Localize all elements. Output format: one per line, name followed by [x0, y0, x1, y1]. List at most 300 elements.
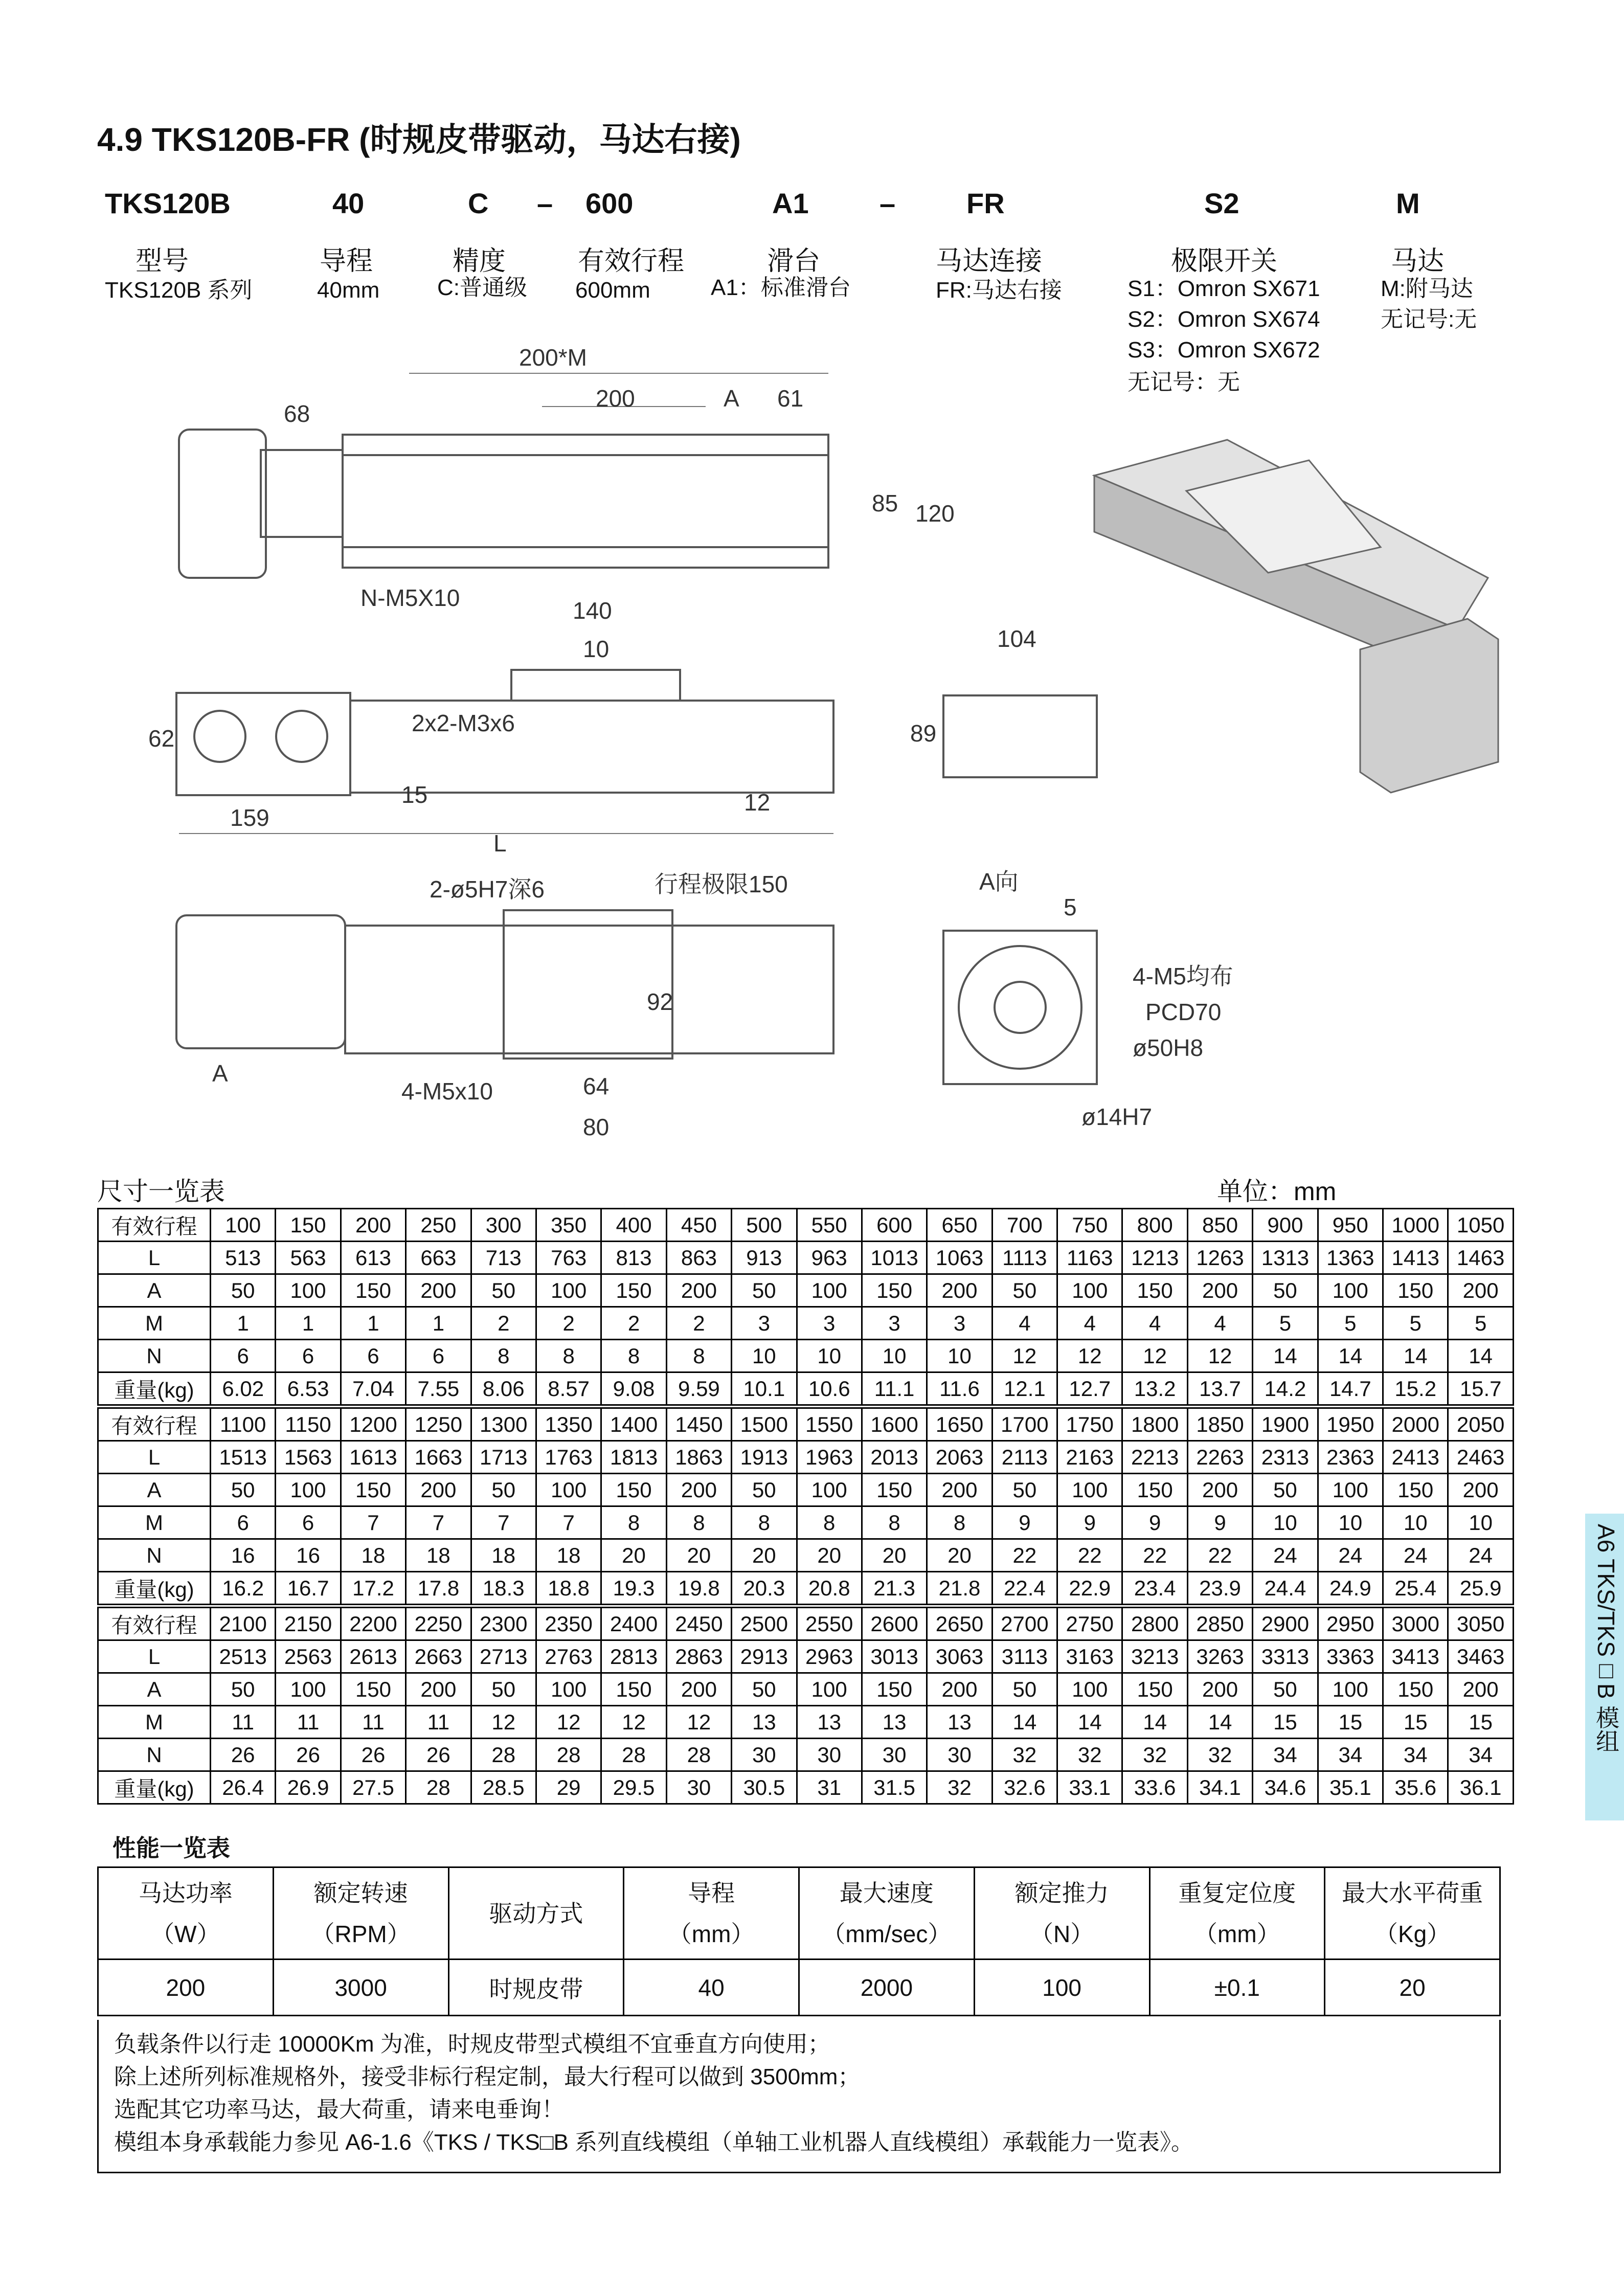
dim-15: 15 [401, 781, 428, 808]
table-cell: 2100 [211, 1608, 276, 1640]
dim-phi50: ø50H8 [1133, 1034, 1204, 1061]
caption-limit: 极限开关 [1171, 246, 1278, 277]
table-cell: 21.8 [927, 1572, 992, 1605]
table-row [98, 1506, 1514, 1539]
table-cell: 8 [536, 1340, 601, 1372]
table-row [98, 1640, 1514, 1673]
perf-value: 20 [1325, 1960, 1500, 2016]
perf-header-rpm: 额定转速 （RPM） [273, 1867, 448, 1960]
table-cell: 8 [666, 1340, 731, 1372]
table-cell: 18.3 [471, 1572, 536, 1605]
table-cell: 9 [1122, 1506, 1187, 1539]
table-cell: 1400 [601, 1408, 666, 1441]
perf-value: 40 [624, 1960, 799, 2016]
table-cell: 15 [1318, 1706, 1383, 1739]
table-cell: 31.5 [862, 1771, 927, 1804]
table-cell: 50 [1253, 1673, 1318, 1706]
table-cell: 2150 [276, 1608, 341, 1640]
dim-62: 62 [148, 725, 175, 752]
table-row [98, 1706, 1514, 1739]
table-cell: 13 [927, 1706, 992, 1739]
table-cell: 2950 [1318, 1608, 1383, 1640]
table-cell: 12 [536, 1706, 601, 1739]
table-cell: 50 [211, 1274, 276, 1307]
table-cell: 19.8 [666, 1572, 731, 1605]
table-row [98, 1539, 1514, 1572]
table-cell: 9.59 [666, 1372, 731, 1405]
table-cell: 8 [927, 1506, 992, 1539]
row-label: A [98, 1474, 211, 1506]
table-cell: 7 [536, 1506, 601, 1539]
table-cell: 19.3 [601, 1572, 666, 1605]
table-cell: 350 [536, 1209, 601, 1242]
table-cell: 3213 [1122, 1640, 1187, 1673]
table-cell: 763 [536, 1242, 601, 1274]
table-cell: 32 [1187, 1739, 1252, 1771]
table-cell: 7 [471, 1506, 536, 1539]
table-cell: 1613 [341, 1441, 405, 1474]
bottom-view-motor [176, 915, 345, 1048]
table-cell: 3313 [1253, 1640, 1318, 1673]
table-cell: 16 [276, 1539, 341, 1572]
table-cell: 16.7 [276, 1572, 341, 1605]
table-cell: 1313 [1253, 1242, 1318, 1274]
table-cell: 1750 [1057, 1408, 1122, 1441]
table-cell: 8 [471, 1340, 536, 1372]
table-cell: 26 [406, 1739, 471, 1771]
table-cell: 1050 [1448, 1209, 1513, 1242]
note-line: 选配其它功率马达，最大荷重，请来电垂询！ [114, 2097, 564, 2122]
table-cell: 8.57 [536, 1372, 601, 1405]
table-cell: 200 [666, 1474, 731, 1506]
table-cell: 30 [797, 1739, 862, 1771]
table-cell: 8 [666, 1506, 731, 1539]
table-cell: 1000 [1383, 1209, 1448, 1242]
table-cell: 100 [211, 1209, 276, 1242]
table-cell: 813 [601, 1242, 666, 1274]
dim-phi5: 2-ø5H7深6 [430, 876, 545, 903]
table-cell: 3463 [1448, 1640, 1513, 1673]
table-cell: 5 [1253, 1307, 1318, 1340]
table-cell: 2400 [601, 1608, 666, 1640]
table-cell: 6 [211, 1506, 276, 1539]
table-cell: 100 [276, 1274, 341, 1307]
dim-phi14: ø14H7 [1081, 1104, 1153, 1130]
table-cell: 10.6 [797, 1372, 862, 1405]
table-cell: 150 [862, 1274, 927, 1307]
table-cell: 1913 [732, 1441, 797, 1474]
row-label: N [98, 1539, 211, 1572]
table-cell: 1063 [927, 1242, 992, 1274]
table-cell: 100 [1318, 1474, 1383, 1506]
table-cell: 1113 [992, 1242, 1057, 1274]
notes-box [97, 2020, 1501, 2173]
table-cell: 900 [1253, 1209, 1318, 1242]
table-cell: 150 [601, 1474, 666, 1506]
table-cell: 50 [992, 1673, 1057, 1706]
perf-value: 时规皮带 [448, 1960, 624, 2016]
table-cell: 11.1 [862, 1372, 927, 1405]
top-view-coupling [261, 450, 343, 537]
table-cell: 200 [1448, 1673, 1513, 1706]
dim-a: A [724, 385, 739, 412]
table-cell: 1213 [1122, 1242, 1187, 1274]
table-cell: 11.6 [927, 1372, 992, 1405]
table-cell: 513 [211, 1242, 276, 1274]
table-cell: 2500 [732, 1608, 797, 1640]
table-cell: 20.8 [797, 1572, 862, 1605]
table-cell: 14 [1448, 1340, 1513, 1372]
row-label: M [98, 1706, 211, 1739]
table-cell: 1500 [732, 1408, 797, 1441]
table-cell: 2600 [862, 1608, 927, 1640]
table-cell: 11 [406, 1706, 471, 1739]
table-cell: 20 [797, 1539, 862, 1572]
dim-200: 200 [596, 385, 635, 412]
table-cell: 200 [666, 1274, 731, 1307]
sub-lead: 40mm [317, 278, 380, 303]
table-cell: 23.9 [1187, 1572, 1252, 1605]
table-cell: 15.2 [1383, 1372, 1448, 1405]
table-cell: 2863 [666, 1640, 731, 1673]
code-lead: 40 [332, 187, 365, 219]
table-cell: 34 [1253, 1739, 1318, 1771]
table-cell: 32.6 [992, 1771, 1057, 1804]
table-cell: 2813 [601, 1640, 666, 1673]
table-cell: 1563 [276, 1441, 341, 1474]
dim-120: 120 [915, 500, 955, 527]
table-cell: 11 [211, 1706, 276, 1739]
sub-motor-conn: FR:马达右接 [936, 278, 1062, 303]
table-cell: 28 [406, 1771, 471, 1804]
dim-10: 10 [583, 636, 610, 662]
row-label: A [98, 1274, 211, 1307]
sub-limit-3: S3：Omron SX672 [1127, 337, 1320, 363]
table-cell: 3363 [1318, 1640, 1383, 1673]
table-cell: 22.4 [992, 1572, 1057, 1605]
table-cell: 100 [797, 1673, 862, 1706]
row-label: 重量(kg) [98, 1572, 211, 1605]
sub-slide: A1：标准滑台 [711, 275, 851, 300]
table-cell: 14 [1318, 1340, 1383, 1372]
table-cell: 7 [406, 1506, 471, 1539]
dimension-table-3 [97, 1607, 1514, 1805]
table-cell: 2 [471, 1307, 536, 1340]
page-title: 4.9 TKS120B-FR (时规皮带驱动，马达右接) [97, 121, 741, 158]
table-cell: 50 [211, 1474, 276, 1506]
dim-61: 61 [777, 385, 804, 412]
side-section-tab [1585, 1514, 1624, 1820]
table-cell: 12 [471, 1706, 536, 1739]
table-cell: 12.7 [1057, 1372, 1122, 1405]
table-cell: 12 [992, 1340, 1057, 1372]
table-cell: 3000 [1383, 1608, 1448, 1640]
table-cell: 1450 [666, 1408, 731, 1441]
table-cell: 50 [471, 1474, 536, 1506]
table-cell: 6 [341, 1340, 405, 1372]
caption-stroke: 有效行程 [578, 246, 685, 277]
table-cell: 10 [1448, 1506, 1513, 1539]
table-cell: 9 [992, 1506, 1057, 1539]
table-cell: 24.4 [1253, 1572, 1318, 1605]
table-cell: 6 [276, 1506, 341, 1539]
table-cell: 2013 [862, 1441, 927, 1474]
table-cell: 150 [341, 1274, 405, 1307]
dim-140: 140 [573, 597, 612, 624]
table-cell: 150 [862, 1673, 927, 1706]
bottom-view-body [345, 926, 833, 1053]
side-section-label: A6 TKS/TKS□B 模组 [1593, 1524, 1619, 1753]
table-cell: 2913 [732, 1640, 797, 1673]
table-cell: 20 [927, 1539, 992, 1572]
dim-m3x6: 2x2-M3x6 [412, 710, 515, 736]
table-cell: 28 [601, 1739, 666, 1771]
flange-square [943, 931, 1097, 1084]
table-cell: 14.2 [1253, 1372, 1318, 1405]
table-cell: 100 [536, 1274, 601, 1307]
table-cell: 100 [1057, 1673, 1122, 1706]
table-row [98, 1307, 1514, 1340]
table-cell: 150 [1122, 1673, 1187, 1706]
table-cell: 2200 [341, 1608, 405, 1640]
product-render [1094, 440, 1498, 793]
table-cell: 50 [992, 1274, 1057, 1307]
table-cell: 20 [666, 1539, 731, 1572]
table-cell: 2363 [1318, 1441, 1383, 1474]
table-cell: 34 [1318, 1739, 1383, 1771]
table-cell: 11 [341, 1706, 405, 1739]
table-cell: 1413 [1383, 1242, 1448, 1274]
table-cell: 6 [211, 1340, 276, 1372]
table-cell: 50 [471, 1673, 536, 1706]
table-cell: 200 [1448, 1474, 1513, 1506]
table-cell: 5 [1448, 1307, 1513, 1340]
table-cell: 34.1 [1187, 1771, 1252, 1804]
table-cell: 100 [1057, 1274, 1122, 1307]
table-cell: 50 [471, 1274, 536, 1307]
table-cell: 3163 [1057, 1640, 1122, 1673]
dim-68: 68 [284, 400, 310, 427]
table-cell: 4 [1122, 1307, 1187, 1340]
table-cell: 13.2 [1122, 1372, 1187, 1405]
table-cell: 500 [732, 1209, 797, 1242]
table-cell: 14 [1122, 1706, 1187, 1739]
table-cell: 3 [797, 1307, 862, 1340]
table-cell: 15.7 [1448, 1372, 1513, 1405]
table-cell: 32 [992, 1739, 1057, 1771]
table-cell: 17.8 [406, 1572, 471, 1605]
caption-motor: 马达 [1391, 246, 1445, 277]
table-cell: 150 [862, 1474, 927, 1506]
table-cell: 14 [992, 1706, 1057, 1739]
table-cell: 3050 [1448, 1608, 1513, 1640]
table-cell: 15 [1383, 1706, 1448, 1739]
table-cell: 33.1 [1057, 1771, 1122, 1804]
table-cell: 13 [732, 1706, 797, 1739]
row-label: A [98, 1673, 211, 1706]
row-label: N [98, 1340, 211, 1372]
table-cell: 1863 [666, 1441, 731, 1474]
table-cell: 2213 [1122, 1441, 1187, 1474]
table-cell: 22 [1187, 1539, 1252, 1572]
table-cell: 26.4 [211, 1771, 276, 1804]
table-cell: 1950 [1318, 1408, 1383, 1441]
table-cell: 17.2 [341, 1572, 405, 1605]
table-cell: 1 [276, 1307, 341, 1340]
perf-value: ±0.1 [1149, 1960, 1325, 2016]
table-cell: 36.1 [1448, 1771, 1513, 1804]
row-label: 重量(kg) [98, 1372, 211, 1405]
perf-value: 3000 [273, 1960, 448, 2016]
table-cell: 14.7 [1318, 1372, 1383, 1405]
dim-m5-even: 4-M5均布 [1133, 963, 1233, 989]
table-cell: 29 [536, 1771, 601, 1804]
table-cell: 150 [1122, 1274, 1187, 1307]
table-cell: 2450 [666, 1608, 731, 1640]
table-cell: 150 [1383, 1274, 1448, 1307]
table-cell: 24 [1253, 1539, 1318, 1572]
table-cell: 200 [1448, 1274, 1513, 1307]
table-cell: 1463 [1448, 1242, 1513, 1274]
table-cell: 2413 [1383, 1441, 1448, 1474]
table-cell: 3 [927, 1307, 992, 1340]
performance-table-title: 性能一览表 [112, 1835, 230, 1861]
table-cell: 2613 [341, 1640, 405, 1673]
table-cell: 150 [341, 1673, 405, 1706]
table-cell: 1700 [992, 1408, 1057, 1441]
table-cell: 713 [471, 1242, 536, 1274]
table-cell: 10 [797, 1340, 862, 1372]
table-cell: 16.2 [211, 1572, 276, 1605]
side-view-profile [943, 695, 1097, 777]
table-cell: 100 [1318, 1274, 1383, 1307]
table-cell: 200 [406, 1474, 471, 1506]
table-cell: 150 [1122, 1474, 1187, 1506]
note-line: 除上述所列标准规格外，接受非标行程定制，最大行程可以做到 3500mm； [114, 2064, 861, 2089]
table-cell: 30 [732, 1739, 797, 1771]
table-cell: 2550 [797, 1608, 862, 1640]
sub-limit-1: S1：Omron SX671 [1127, 276, 1320, 301]
table-cell: 3 [732, 1307, 797, 1340]
row-label: 有效行程 [98, 1608, 211, 1640]
table-cell: 18 [536, 1539, 601, 1572]
table-cell: 550 [797, 1209, 862, 1242]
code-precision: C [468, 187, 489, 219]
perf-header-row [98, 1867, 1500, 1960]
dim-pcd70: PCD70 [1145, 999, 1222, 1025]
table-cell: 100 [536, 1673, 601, 1706]
table-cell: 100 [797, 1474, 862, 1506]
table-cell: 6 [406, 1340, 471, 1372]
table-row [98, 1408, 1514, 1441]
table-cell: 2063 [927, 1441, 992, 1474]
table-cell: 28.5 [471, 1771, 536, 1804]
perf-header-repeat: 重复定位度 （mm） [1149, 1867, 1325, 1960]
row-label: N [98, 1739, 211, 1771]
table-cell: 8 [732, 1506, 797, 1539]
table-cell: 26 [276, 1739, 341, 1771]
arrow-a-label: A [212, 1060, 228, 1087]
table-cell: 12 [1187, 1340, 1252, 1372]
table-cell: 3413 [1383, 1640, 1448, 1673]
front-view-motor [176, 693, 350, 795]
table-row [98, 1474, 1514, 1506]
table-cell: 25.9 [1448, 1572, 1513, 1605]
code-motor-conn: FR [966, 187, 1005, 219]
perf-header-power: 马达功率 （W） [98, 1867, 274, 1960]
table-cell: 200 [1187, 1474, 1252, 1506]
table-cell: 200 [406, 1673, 471, 1706]
table-cell: 26 [211, 1739, 276, 1771]
table-cell: 2250 [406, 1608, 471, 1640]
table-cell: 1800 [1122, 1408, 1187, 1441]
dimension-table-1 [97, 1208, 1514, 1406]
table-cell: 1650 [927, 1408, 992, 1441]
table-cell: 7.55 [406, 1372, 471, 1405]
dim-200m: 200*M [519, 344, 587, 371]
sub-stroke: 600mm [575, 278, 650, 303]
table-row [98, 1340, 1514, 1372]
table-cell: 15 [1448, 1706, 1513, 1739]
table-cell: 1350 [536, 1408, 601, 1441]
table-row [98, 1441, 1514, 1474]
table-cell: 1713 [471, 1441, 536, 1474]
table-cell: 863 [666, 1242, 731, 1274]
table-cell: 35.1 [1318, 1771, 1383, 1804]
table-cell: 2663 [406, 1640, 471, 1673]
caption-motor-conn: 马达连接 [936, 246, 1043, 277]
table-cell: 150 [601, 1274, 666, 1307]
table-cell: 1013 [862, 1242, 927, 1274]
perf-header-speed: 最大速度 （mm/sec） [799, 1867, 975, 1960]
table-cell: 22 [992, 1539, 1057, 1572]
table-cell: 26.9 [276, 1771, 341, 1804]
table-cell: 200 [666, 1673, 731, 1706]
table-cell: 2463 [1448, 1441, 1513, 1474]
caption-slide: 滑台 [767, 246, 821, 277]
table-cell: 12 [1057, 1340, 1122, 1372]
top-view-motor [179, 430, 266, 578]
table-cell: 10 [1383, 1506, 1448, 1539]
table-cell: 563 [276, 1242, 341, 1274]
table-cell: 3013 [862, 1640, 927, 1673]
table-row [98, 1372, 1514, 1405]
table-cell: 34 [1448, 1739, 1513, 1771]
table-cell: 4 [992, 1307, 1057, 1340]
bottom-view-slide [504, 910, 672, 1059]
table-cell: 1813 [601, 1441, 666, 1474]
caption-lead: 导程 [320, 246, 373, 277]
table-cell: 24.9 [1318, 1572, 1383, 1605]
table-cell: 10 [862, 1340, 927, 1372]
code-slide: A1 [772, 187, 809, 219]
table-cell: 1600 [862, 1408, 927, 1441]
code-dash-1: – [537, 187, 553, 219]
table-cell: 1 [406, 1307, 471, 1340]
table-cell: 2513 [211, 1640, 276, 1673]
table-cell: 35.6 [1383, 1771, 1448, 1804]
table-cell: 100 [797, 1274, 862, 1307]
table-cell: 30.5 [732, 1771, 797, 1804]
row-label: 有效行程 [98, 1209, 211, 1242]
table-cell: 250 [406, 1209, 471, 1242]
table-cell: 1850 [1187, 1408, 1252, 1441]
table-row [98, 1274, 1514, 1307]
table-cell: 28 [666, 1739, 731, 1771]
table-cell: 100 [276, 1474, 341, 1506]
table-cell: 50 [992, 1474, 1057, 1506]
table-cell: 20 [862, 1539, 927, 1572]
